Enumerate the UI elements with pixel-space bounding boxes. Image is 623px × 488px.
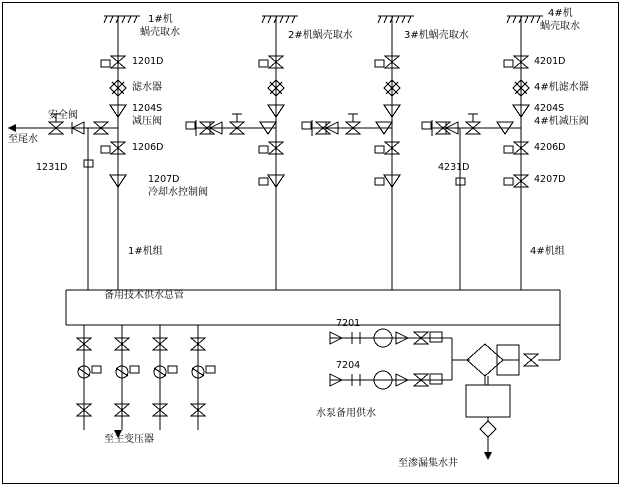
unit1-header-line2: 蜗壳取水: [140, 27, 180, 38]
valve-tag-1206d: 1206D: [132, 142, 164, 153]
label-unit4-set: 4#机组: [530, 246, 565, 257]
label-to-drain-well: 至渗漏集水井: [398, 458, 458, 469]
pump-tag-7201: 7201: [336, 318, 361, 329]
valve-tag-1231d: 1231D: [36, 162, 68, 173]
label-unit1-set: 1#机组: [128, 246, 163, 257]
label-cooling-water-control-valve: 冷却水控制阀: [148, 187, 208, 198]
label-to-main-transformer: 至主变压器: [104, 434, 154, 445]
valve-tag-4206d: 4206D: [534, 142, 566, 153]
label-pump-backup-supply: 水泵备用供水: [316, 408, 376, 419]
unit2-header: 2#机蜗壳取水: [288, 30, 353, 41]
unit4-header-line1: 4#机: [548, 8, 573, 19]
unit1-header-line1: 1#机: [148, 14, 173, 25]
valve-tag-4204s: 4204S: [534, 103, 565, 114]
label-tailwater: 至尾水: [8, 134, 38, 145]
label-reducing-valve-unit1: 减压阀: [132, 116, 162, 127]
valve-tag-4207d: 4207D: [534, 174, 566, 185]
label-filter-unit4: 4#机滤水器: [534, 82, 589, 93]
label-main-header: 备用技术供水总管: [104, 290, 184, 301]
label-reducing-valve-unit4: 4#机减压阀: [534, 116, 589, 127]
valve-tag-4201d: 4201D: [534, 56, 566, 67]
label-safety-valve: 安全阀: [48, 110, 78, 121]
valve-tag-4231d: 4231D: [438, 162, 470, 173]
label-filter-unit1: 滤水器: [132, 82, 162, 93]
unit3-header: 3#机蜗壳取水: [404, 30, 469, 41]
valve-tag-1201d: 1201D: [132, 56, 164, 67]
unit4-header-line2: 蜗壳取水: [540, 21, 580, 32]
pump-tag-7204: 7204: [336, 360, 361, 371]
valve-tag-1204s: 1204S: [132, 103, 163, 114]
valve-tag-1207d: 1207D: [148, 174, 180, 185]
